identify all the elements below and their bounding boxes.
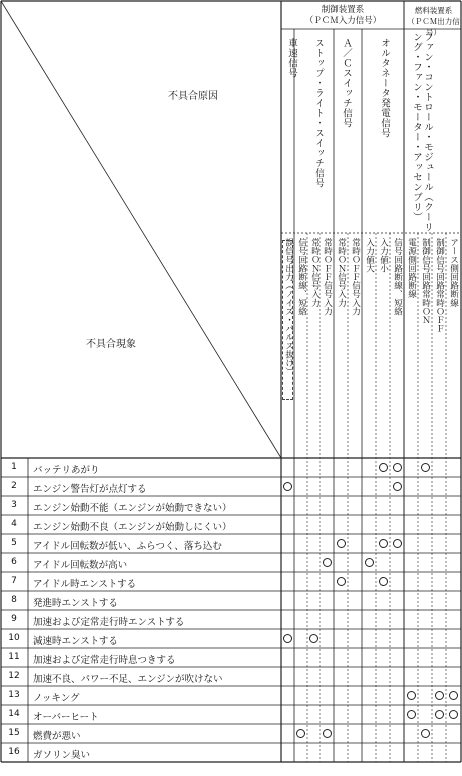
failure-mode-label: 常時ＯＦＦ信号入力 (350, 238, 361, 316)
row-number: 9 (11, 614, 17, 624)
row-phenomenon: エンジン始動不良（エンジンが始動しにくい） (33, 522, 232, 533)
cause-mark (283, 634, 292, 643)
cause-mark (323, 729, 332, 738)
row-phenomenon: 発進時エンストする (33, 598, 118, 609)
row-phenomenon: エンジン始動不能（エンジンが始動できない） (33, 503, 232, 514)
failure-mode-label: 常時ＯＦＦ信号入力 (322, 238, 333, 316)
row-number: 14 (8, 709, 20, 719)
group-control-title: 制御装置系 (321, 5, 365, 15)
row-phenomenon: 燃費が悪い (33, 731, 81, 742)
cause-mark (379, 463, 388, 472)
row-number: 13 (8, 690, 20, 700)
row-number: 8 (11, 595, 17, 605)
row-number: 5 (11, 538, 17, 548)
signal-vehicle-speed: 車速信号 (286, 38, 297, 78)
signal-alternator: オルタネータ発電信号 (379, 38, 390, 138)
row-number: 16 (8, 747, 20, 757)
cause-mark (323, 558, 332, 567)
row-phenomenon: ノッキング (33, 693, 80, 704)
row-number: 4 (11, 519, 17, 529)
row-phenomenon: 加速不良、パワー不足、エンジンが吹けない (33, 674, 223, 685)
cause-mark (407, 710, 416, 719)
cause-mark (407, 691, 416, 700)
group-control-header (282, 5, 404, 27)
row-phenomenon: アイドル回転数が低い、ふらつく、落ち込む (33, 541, 222, 552)
row-number: 6 (11, 557, 17, 567)
cause-mark (337, 577, 346, 586)
row-number: 12 (8, 671, 20, 681)
row-phenomenon: ガソリン臭い (33, 750, 91, 761)
phenomenon-header: 不具合現象 (86, 339, 136, 350)
cause-mark (379, 577, 388, 586)
cause-mark (435, 710, 444, 719)
failure-mode-label: 信号回路断線、短絡 (296, 238, 307, 316)
cause-mark (337, 539, 346, 548)
row-number: 11 (8, 652, 20, 662)
row-number: 7 (11, 576, 17, 586)
cause-header: 不具合原因 (168, 91, 218, 102)
noise-mode-frame (282, 240, 293, 400)
failure-mode-label: 電源側回路断線 (406, 238, 417, 299)
row-phenomenon: アイドル時エンストする (33, 579, 137, 590)
cause-mark (421, 463, 430, 472)
header-diagonal (1, 1, 281, 458)
failure-mode-label: 入力値小 (378, 238, 389, 273)
cause-mark (449, 710, 458, 719)
row-phenomenon: 減速時エンストする (33, 636, 118, 647)
row-phenomenon: オーバーヒート (33, 712, 99, 723)
failure-mode-label: アース側回路断線 (448, 238, 459, 307)
row-phenomenon: バッテリあがり (33, 465, 100, 476)
row-phenomenon: 加速および定常走行時エンストする (33, 617, 185, 628)
cause-mark (309, 634, 318, 643)
cause-mark (393, 463, 402, 472)
row-phenomenon: エンジン警告灯が点灯する (33, 484, 147, 495)
cause-mark (421, 729, 430, 738)
cause-mark (435, 691, 444, 700)
row-number: 2 (11, 481, 17, 491)
signal-fan-control-module: ファン・コントロール・モジュール（クーリング・ファン・モーター・アッセンブリ） (411, 32, 433, 232)
cause-mark (449, 691, 458, 700)
row-number: 15 (8, 728, 20, 738)
cause-mark (283, 482, 292, 491)
cause-mark (296, 729, 305, 738)
row-phenomenon: アイドル回転数が高い (33, 560, 128, 571)
failure-mode-label: 信号回路断線、短絡 (392, 238, 403, 316)
failure-mode-label: 常時ＯＮ信号入力 (336, 238, 347, 307)
row-number: 1 (11, 462, 17, 472)
cause-mark (393, 539, 402, 548)
group-fuel-subtitle: （ＰＣＭ出力信号） (407, 17, 460, 37)
row-phenomenon: 加速および定常走行時息つきする (33, 655, 176, 666)
failure-mode-label: 常時ＯＮ信号入力 (309, 238, 320, 307)
signal-stop-light-switch: ストップ・ライト・スイッチ信号 (313, 38, 324, 188)
signal-ac-switch: Ａ／Ｃスイッチ信号 (341, 38, 352, 128)
group-fuel-title: 燃料装置系 (414, 6, 453, 15)
group-control-subtitle: （ＰＣＭ入力信号） (304, 16, 382, 26)
failure-mode-label: 制御信号回路常時ＯＮ (420, 238, 431, 324)
cause-mark (379, 539, 388, 548)
failure-mode-label: 制御信号回路常時ＯＦＦ (434, 238, 445, 333)
failure-mode-label: 入力値大 (364, 238, 375, 273)
row-number: 3 (11, 500, 17, 510)
row-number: 10 (8, 633, 20, 643)
cause-mark (365, 558, 374, 567)
failure-mode-label: 誤信号出力（ノイズ・パルス抜け） (283, 238, 294, 376)
cause-mark (393, 482, 402, 491)
